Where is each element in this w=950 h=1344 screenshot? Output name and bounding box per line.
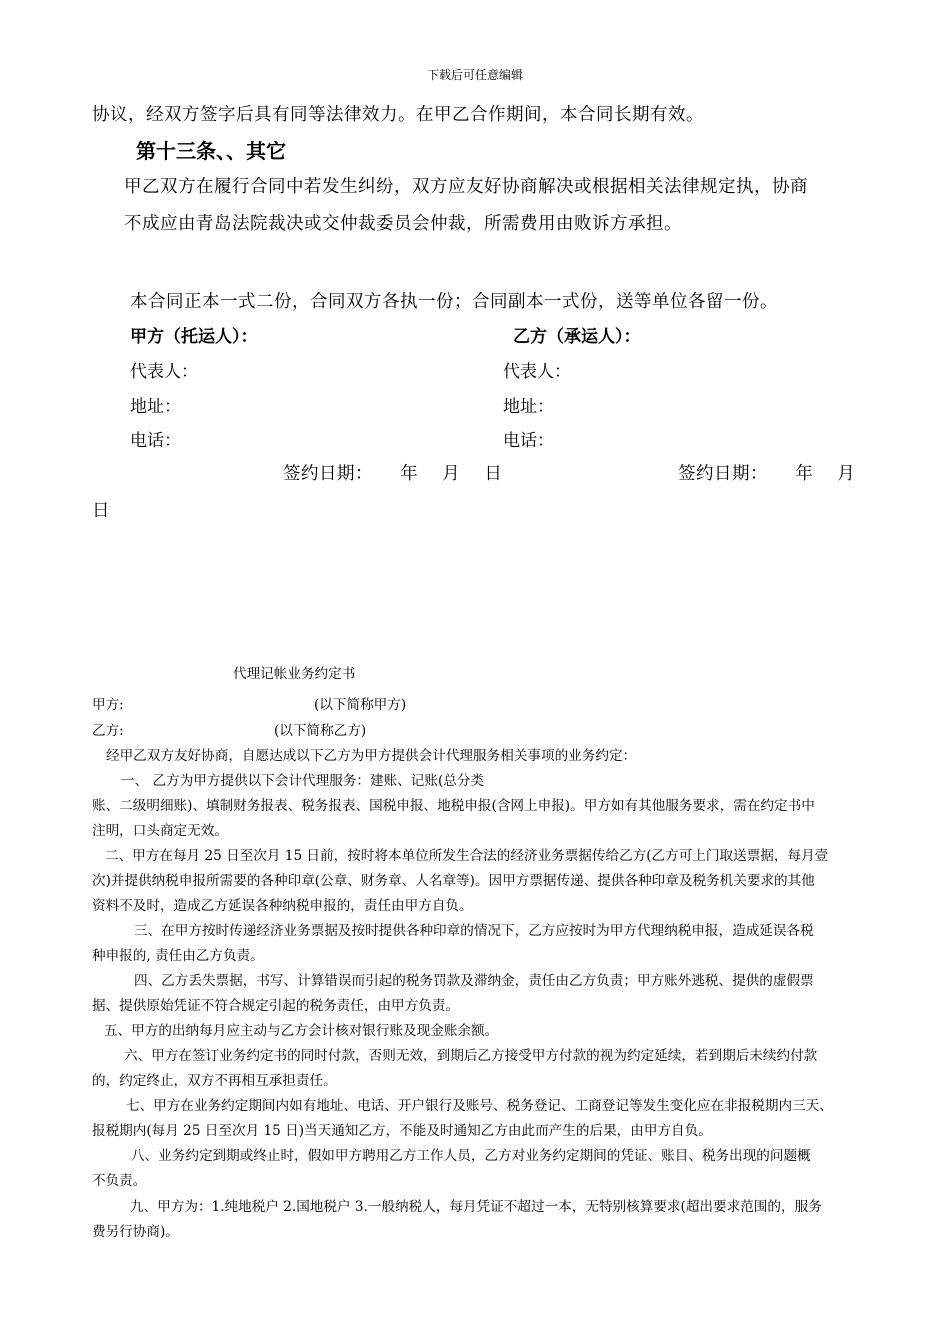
contract-continuation-line: 协议，经双方签字后具有同等法律效力。在甲乙合作期间，本合同长期有效。 — [92, 105, 704, 125]
item-4-line-2: 据、提供原始凭证不符合规定引起的税务责任，由甲方负责。 — [92, 998, 460, 1014]
item-1-line-3: 注明，口头商定无效。 — [92, 823, 228, 839]
agreement-title: 代理记帐业务约定书 — [233, 666, 356, 682]
agreement-party-a: 甲方: — [92, 697, 124, 713]
party-a-representative: 代表人： — [130, 362, 198, 382]
party-b-address: 地址： — [503, 397, 554, 417]
party-b-phone: 电话： — [503, 431, 554, 451]
item-1-line-2: 账、二级明细账)、填制财务报表、税务报表、国税申报、地税申报(含网上申报)。甲方如有其他服务要求，需在约定书中 — [92, 798, 815, 814]
party-a-phone: 电话： — [130, 431, 181, 451]
item-8-line-1: 八、业务约定到期或终止时，假如甲方聘用乙方工作人员，乙方对业务约定期间的凭证、账目、税务出现的问题概 — [131, 1148, 811, 1164]
dispute-clause-line-1: 甲乙双方在履行合同中若发生纠纷，双方应友好协商解决或根据相关法律规定执，协商 — [124, 177, 808, 197]
item-5-line-1: 五、甲方的出纳每月应主动与乙方会计核对银行账及现金账余额。 — [104, 1023, 499, 1039]
agreement-party-a-note: (以下简称甲方) — [314, 697, 407, 713]
party-a-label: 甲方（托运人）： — [130, 327, 258, 347]
copies-clause: 本合同正本一式二份，合同双方各执一份；合同副本一式份，送等单位各留一份。 — [130, 292, 778, 312]
agreement-party-b: 乙方: — [92, 723, 124, 739]
item-7-line-1: 七、甲方在业务约定期间内如有地址、电话、开户银行及账号、税务登记、工商登记等发生变化应在非报税期内三天、 — [126, 1098, 833, 1114]
item-4-line-1: 四、乙方丢失票据，书写、计算错误而引起的税务罚款及滞纳金，责任由乙方负责；甲方账外逃税、提供的虚假票 — [134, 973, 814, 989]
item-9-line-2: 费另行协商)。 — [92, 1224, 179, 1240]
section-title: 第十三条、、其它 — [136, 139, 286, 163]
item-3-line-2: 种申报的, 责任由乙方负责。 — [92, 948, 264, 964]
party-b-label: 乙方（承运人）： — [513, 327, 641, 347]
party-a-address: 地址： — [130, 397, 181, 417]
agreement-party-b-note: (以下简称乙方) — [274, 723, 367, 739]
agreement-intro: 经甲乙双方友好协商，自愿达成以下乙方为甲方提供会计代理服务相关事项的业务约定： — [106, 748, 637, 764]
item-6-line-1: 六、甲方在签订业务约定书的同时付款，否则无效，到期后乙方接受甲方付款的视为约定延续，若到期后未续约付款 — [124, 1048, 818, 1064]
item-6-line-2: 的，约定终止，双方不再相互承担责任。 — [92, 1073, 337, 1089]
party-b-sign-date: 签约日期： 年 月 — [678, 464, 856, 484]
party-b-representative: 代表人： — [503, 362, 571, 382]
item-3-line-1: 三、在甲方按时传递经济业务票据及按时提供各种印章的情况下，乙方应按时为甲方代理纳税申报，造成延误各税 — [134, 923, 814, 939]
item-2-line-1: 二、甲方在每月 25 日至次月 15 日前，按时将本单位所发生合法的经济业务票据传给乙方(乙方可上门取送票据，每月壹 — [105, 848, 829, 864]
item-2-line-3: 资料不及时，造成乙方延误各种纳税申报的，责任由甲方自负。 — [92, 898, 473, 914]
party-a-sign-date: 签约日期： 年 月 日 — [283, 464, 503, 484]
sign-date-wrap: 日 — [92, 501, 110, 521]
dispute-clause-line-2: 不成应由青岛法院裁决或交仲裁委员会仲裁，所需费用由败诉方承担。 — [124, 214, 682, 234]
item-1-line-1: 一、 乙方为甲方提供以下会计代理服务：建账、记账(总分类 — [121, 773, 485, 789]
page-header: 下载后可任意编辑 — [426, 68, 523, 82]
item-7-line-2: 报税期内(每月 25 日至次月 15 日)当天通知乙方，不能及时通知乙方由此而产生的后果，由甲方自负。 — [92, 1123, 712, 1139]
item-2-line-2: 次)并提供纳税申报所需要的各种印章(公章、财务章、人名章等)。因甲方票据传递、提供各种印章及税务机关要求的其他 — [92, 873, 815, 889]
item-9-line-1: 九、甲方为：1.纯地税户 2.国地税户 3.一般纳税人，每月凭证不超过一本，无特别核算要求(超出要求范围的，服务 — [130, 1199, 822, 1215]
item-8-line-2: 不负责。 — [92, 1173, 147, 1189]
